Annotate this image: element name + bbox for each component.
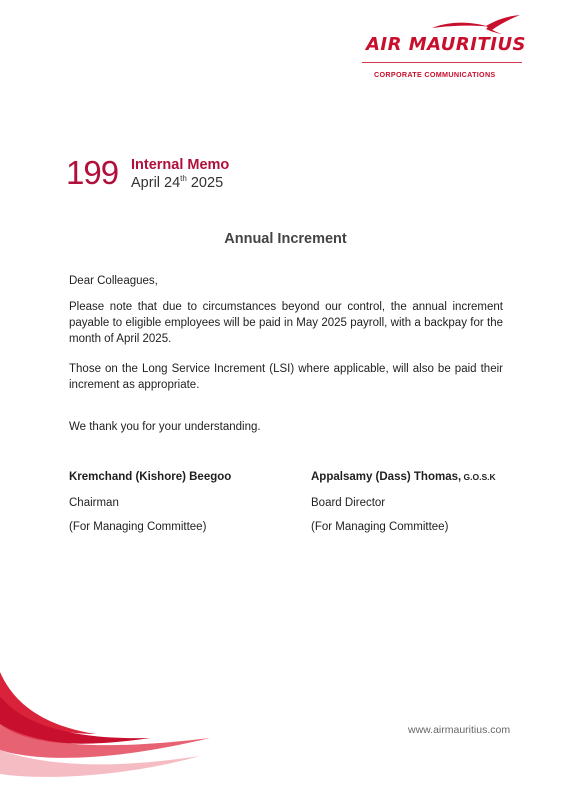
signatory-1-note: (For Managing Committee) xyxy=(69,521,207,533)
memo-date-ordinal: th xyxy=(180,174,187,183)
memo-title: Internal Memo xyxy=(131,157,230,173)
department-label: CORPORATE COMMUNICATIONS xyxy=(374,70,496,79)
memo-number: 199 xyxy=(66,154,119,191)
memo-date-day: April 24 xyxy=(131,175,181,191)
air-mauritius-logo xyxy=(362,12,527,82)
footer-swoosh-graphic xyxy=(0,650,220,798)
footer-website: www.airmauritius.com xyxy=(408,724,511,736)
paille-en-queue-bird-icon xyxy=(430,14,522,36)
logo-wordmark: AIR MAURITIUS xyxy=(366,34,527,55)
body-paragraph-1: Please note that due to circumstances beyond our control, the annual increment payable to eligible employees will be paid in May 2025 payroll, with a backpay for the month of April 2025. xyxy=(69,301,503,345)
signatory-1-title: Chairman xyxy=(69,497,119,509)
signatory-2-honorific: G.O.S.K xyxy=(461,472,496,482)
signatory-2-title: Board Director xyxy=(311,497,386,509)
salutation: Dear Colleagues, xyxy=(69,275,158,287)
header-divider xyxy=(362,62,522,63)
closing-line: We thank you for your understanding. xyxy=(69,421,261,433)
memo-date-year: 2025 xyxy=(186,175,224,191)
memo-subject: Annual Increment xyxy=(224,231,347,247)
memo-date xyxy=(131,174,223,191)
signatory-1-name: Kremchand (Kishore) Beegoo xyxy=(69,471,232,483)
signatory-2-name-text: Appalsamy (Dass) Thomas, xyxy=(311,471,462,483)
body-paragraph-2: Those on the Long Service Increment (LSI) where applicable, will also be paid their increment as appropriate. xyxy=(69,363,503,391)
signatory-2-name xyxy=(311,471,496,483)
signatory-2-note: (For Managing Committee) xyxy=(311,521,449,533)
